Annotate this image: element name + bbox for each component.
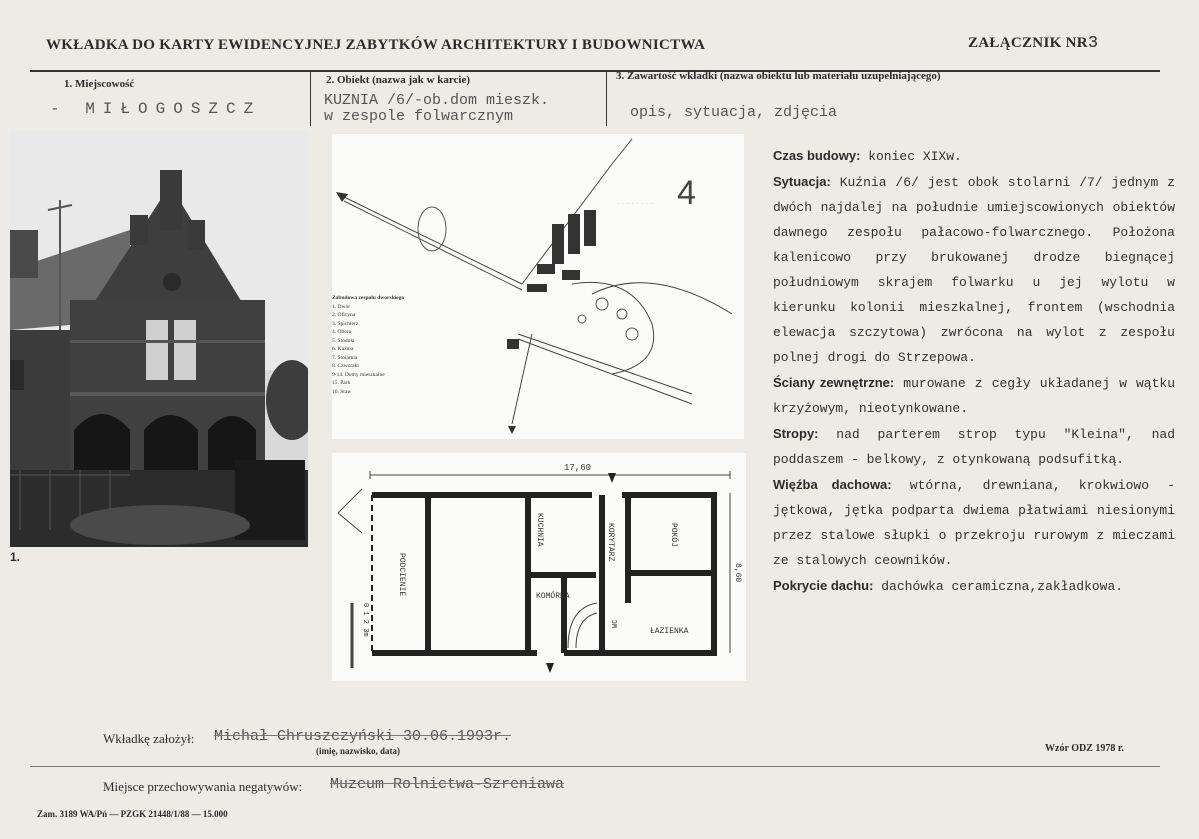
building-photo bbox=[10, 130, 308, 547]
site-plan-sheet-number: 4 bbox=[677, 174, 696, 212]
desc-label: Ściany zewnętrzne: bbox=[773, 375, 895, 390]
desc-label: Pokrycie dachu: bbox=[773, 578, 874, 593]
legend-item: 1. Dwór bbox=[332, 303, 351, 310]
desc-label: Stropy: bbox=[773, 426, 819, 441]
desc-paragraph bbox=[773, 573, 1175, 599]
building-photo-image bbox=[10, 130, 308, 547]
field-divider-2 bbox=[606, 70, 607, 126]
desc-text: wtórna, drewniana, krokwiowo - jętkowa, jętka podparta dwiema płatwiami niesionymi przez stalowe słupki o przekroju rurowym z mieczami ze stalowych ceowników. bbox=[773, 478, 1176, 568]
desc-text: dachówka ceramiczna,zakładkowa. bbox=[873, 579, 1124, 594]
legend-item: 15. Park bbox=[332, 380, 351, 386]
header-rule bbox=[30, 70, 1160, 72]
floor-plan-scale: 0 1 2 3m bbox=[361, 603, 369, 637]
desc-paragraph bbox=[773, 143, 1175, 169]
desc-text: Kuźnia /6/ jest obok stolarni /7/ jednym z dwóch najdalej na południe umiejscowionych obiektów dawnego zespołu pałacowo-folwarcznego. Położona kalenicowo przy brukowanej drodze biegnącej południowym skrajem folwarku u jej wylotu w kierunku kolonii mieszkalnej, frontem (wschodnia elewacja szczytowa) zwrócona na wylot z zespołu polnej drogi do Strzepowa. bbox=[773, 175, 1175, 365]
content-value: opis, sytuacja, zdjęcia bbox=[630, 104, 838, 121]
storage-value: Muzeum Rolnictwa-Szreniawa bbox=[330, 776, 565, 793]
content-label: 3. Zawartość wkładki (nazwa obiektu lub materiału uzupełniającego) bbox=[616, 70, 941, 82]
form-title: WKŁADKA DO KARTY EWIDENCYJNEJ ZABYTKÓW ARCHITEKTURY I BUDOWNICTWA bbox=[46, 37, 706, 53]
legend-item: 4. Obora bbox=[332, 329, 352, 335]
desc-label: Więźba dachowa: bbox=[773, 477, 892, 492]
legend-item: 9-14. Domy mieszkalne bbox=[332, 371, 385, 378]
desc-paragraph bbox=[773, 370, 1175, 421]
legend-item: 16. Staw bbox=[332, 388, 352, 395]
place-value: - MIŁOGOSZCZ bbox=[50, 100, 262, 118]
floor-plan-width: 17,60 bbox=[564, 463, 592, 473]
room-lazienka: ŁAZIENKA bbox=[650, 627, 689, 636]
field-divider-1 bbox=[310, 70, 311, 126]
attachment-number: 3 bbox=[1087, 34, 1099, 53]
desc-label: Czas budowy: bbox=[773, 148, 861, 163]
room-wc: WC bbox=[612, 619, 620, 628]
site-plan-legend bbox=[332, 294, 457, 396]
room-korytarz: KORYTARZ bbox=[606, 523, 615, 562]
desc-label: Sytuacja: bbox=[773, 174, 831, 189]
footer-rule bbox=[30, 766, 1160, 767]
svg-text:. . . . . . . .: . . . . . . . . bbox=[617, 202, 654, 206]
room-podcienie: PODCIENIE bbox=[397, 553, 406, 597]
description bbox=[773, 143, 1175, 599]
print-info: Zam. 3189 WA/Pń — PZGK 21448/1/88 — 15.000 bbox=[37, 809, 228, 819]
object-value-1: KUZNIA /6/-ob.dom mieszk. bbox=[324, 92, 550, 109]
room-pokoj: POKÓJ bbox=[669, 523, 678, 548]
desc-text: murowane z cegły układanej w wątku krzyżowym, nieotynkowane. bbox=[773, 376, 1175, 416]
attachment-label bbox=[968, 34, 1098, 53]
floor-plan-drawing bbox=[332, 453, 746, 681]
object-value-2: w zespole folwarcznym bbox=[324, 108, 514, 125]
legend-item: 2. Oficyna bbox=[332, 312, 356, 318]
legend-item: 8. Czworaki bbox=[332, 363, 359, 369]
storage-label: Miejsce przechowywania negatywów: bbox=[103, 779, 303, 794]
floor-plan bbox=[332, 453, 746, 681]
desc-paragraph bbox=[773, 169, 1175, 370]
room-komorka: KOMÓRKA bbox=[536, 592, 570, 601]
model-info: Wzór ODZ 1978 r. bbox=[1045, 743, 1124, 754]
room-kuchnia: KUCHNIA bbox=[535, 513, 544, 547]
legend-item: 7. Stolarnia bbox=[332, 354, 358, 361]
photo-number: 1. bbox=[10, 550, 21, 564]
site-plan bbox=[332, 134, 744, 439]
legend-item: 5. Stodoła bbox=[332, 337, 355, 344]
founder-value: Michał Chruszczyński 30.06.1993r. bbox=[214, 728, 512, 745]
place-label: 1. Miejscowość bbox=[64, 78, 135, 90]
desc-paragraph bbox=[773, 472, 1175, 573]
desc-paragraph bbox=[773, 421, 1175, 472]
object-label: 2. Obiekt (nazwa jak w karcie) bbox=[326, 74, 471, 86]
founder-label: Wkładkę założył: bbox=[103, 731, 195, 746]
attachment-label-text: ZAŁĄCZNIK NR bbox=[968, 35, 1088, 51]
founder-hint: (imię, nazwisko, data) bbox=[316, 746, 400, 756]
site-plan-legend-title: Zabudowa zespołu dworskiego bbox=[332, 295, 405, 301]
legend-item: 3. Spichlerz bbox=[332, 320, 359, 327]
desc-text: nad parterem strop typu "Kleina", nad poddaszem - belkowy, z otynkowaną podsufitką. bbox=[773, 427, 1175, 467]
desc-text: koniec XIXw. bbox=[860, 149, 962, 164]
legend-item: 6. Kuźnia bbox=[332, 346, 354, 352]
floor-plan-depth: 8,60 bbox=[733, 563, 742, 583]
